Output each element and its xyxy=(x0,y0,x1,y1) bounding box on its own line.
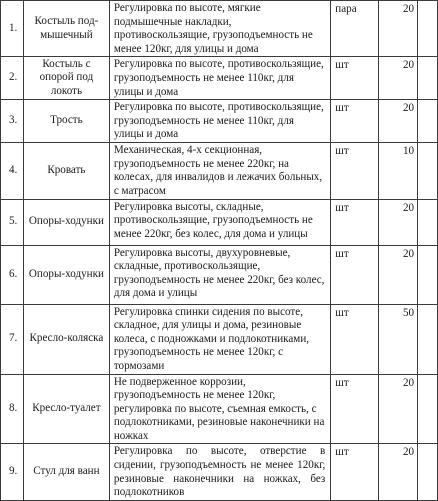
empty-cell xyxy=(418,245,438,304)
item-quantity: 20 xyxy=(379,57,418,100)
item-name: Костыль под-мышечный xyxy=(23,1,109,57)
item-unit: шт xyxy=(331,199,379,245)
item-quantity: 20 xyxy=(379,100,418,143)
empty-cell xyxy=(418,57,438,100)
item-quantity: 20 xyxy=(379,199,418,245)
item-unit: шт xyxy=(331,444,379,500)
item-unit: шт xyxy=(331,374,379,444)
item-unit: шт xyxy=(331,100,379,143)
table-row xyxy=(1,374,438,444)
item-quantity: 10 xyxy=(379,143,418,199)
row-number: 9. xyxy=(1,444,24,500)
row-number: 5. xyxy=(1,199,24,245)
item-name: Стул для ванн xyxy=(23,444,109,500)
item-quantity: 20 xyxy=(379,444,418,500)
row-number: 2. xyxy=(1,57,24,100)
table-row xyxy=(1,304,438,374)
item-description: Регулировка по высоте, противоскользящие, грузоподъемность не менее 110кг, для улицы и дома xyxy=(109,100,330,143)
item-name: Опоры-ходунки xyxy=(23,199,109,245)
item-quantity: 20 xyxy=(379,245,418,304)
item-description: Не подверженное коррозии, грузоподъемность не менее 120кг, регулировка по высоте, съемная емкость, с подлокотниками, резиновые наконечники на ножках xyxy=(109,374,330,444)
item-unit: шт xyxy=(331,245,379,304)
table-row xyxy=(1,199,438,245)
row-number: 3. xyxy=(1,100,24,143)
row-number: 6. xyxy=(1,245,24,304)
item-name: Трость xyxy=(23,100,109,143)
item-name: Кровать xyxy=(23,143,109,199)
item-description: Регулировка по высоте, противоскользящие, грузоподъемность не менее 110кг, для улицы и дома xyxy=(109,57,330,100)
item-description: Регулировка по высоте, отверстие в сидении, грузоподъемность не менее 120кг, резиновые наконечники на ножках, без подлокотников xyxy=(109,444,330,500)
item-unit: шт xyxy=(331,143,379,199)
table-row xyxy=(1,143,438,199)
empty-cell xyxy=(418,1,438,57)
item-description: Регулировка высоты, двухуровневые, складные, противоскользящие, грузоподъемность не менее 220кг, без колес, для дома и улицы xyxy=(109,245,330,304)
item-quantity: 20 xyxy=(379,374,418,444)
empty-cell xyxy=(418,374,438,444)
item-description: Механическая, 4-х секционная, грузоподъемность не менее 220кг, на колесах, для инвалидов и лежачих больных, с матрасом xyxy=(109,143,330,199)
table-row xyxy=(1,57,438,100)
row-number: 8. xyxy=(1,374,24,444)
table-row xyxy=(1,245,438,304)
table-row xyxy=(1,100,438,143)
empty-cell xyxy=(418,143,438,199)
item-description: Регулировка по высоте, мягкие подмышечные накладки, противоскользящие, грузоподъемность не менее 120кг, для улицы и дома xyxy=(109,1,330,57)
item-name: Кресло-коляска xyxy=(23,304,109,374)
table-row xyxy=(1,1,438,57)
item-name: Опоры-ходунки xyxy=(23,245,109,304)
item-unit: шт xyxy=(331,57,379,100)
table-row xyxy=(1,444,438,500)
empty-cell xyxy=(418,444,438,500)
item-name: Кресло-туалет xyxy=(23,374,109,444)
row-number: 1. xyxy=(1,1,24,57)
item-description: Регулировка спинки сидения по высоте, складное, для улицы и дома, резиновые колеса, с подножками и подлокотниками, грузоподъемность не менее 120кг, с тормозами xyxy=(109,304,330,374)
empty-cell xyxy=(418,304,438,374)
item-quantity: 20 xyxy=(379,1,418,57)
row-number: 7. xyxy=(1,304,24,374)
empty-cell xyxy=(418,100,438,143)
item-quantity: 50 xyxy=(379,304,418,374)
empty-cell xyxy=(418,199,438,245)
item-unit: пара xyxy=(331,1,379,57)
item-name: Костыль с опорой под локоть xyxy=(23,57,109,100)
item-unit: шт xyxy=(331,304,379,374)
row-number: 4. xyxy=(1,143,24,199)
item-description: Регулировка высоты, складные, противоскользящие, грузоподъемность не менее 220кг, без колес, для дома и улицы xyxy=(109,199,330,245)
